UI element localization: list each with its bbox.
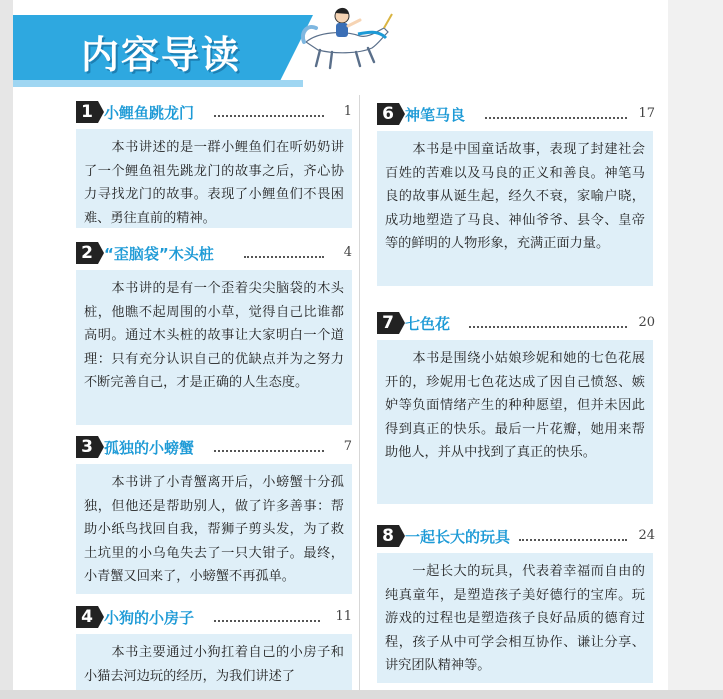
- entry-title[interactable]: 神笔马良: [405, 106, 466, 124]
- entry-summary: 本书是围绕小姑娘珍妮和她的七色花展开的，珍妮用七色花达成了因自己愤怒、嫉妒等负面情绪产生的种种愿望，但并未因此得到真正的快乐。最后一片花瓣，她用来帮助他人，并从中找到了真正的快乐。: [377, 340, 653, 504]
- dot-leader: [519, 525, 627, 541]
- toc-entry-2[interactable]: [76, 242, 352, 390]
- entry-title[interactable]: 七色花: [405, 315, 451, 333]
- document-page: [13, 0, 668, 690]
- dot-leader: [485, 103, 627, 119]
- dot-leader: [214, 606, 320, 622]
- toc-entry-7[interactable]: [377, 312, 655, 460]
- entry-number: 8: [377, 525, 399, 547]
- entry-page-number: 7: [343, 439, 352, 454]
- entry-title[interactable]: 小鲤鱼跳龙门: [104, 104, 195, 122]
- entry-title[interactable]: “歪脑袋”木头桩: [104, 245, 214, 263]
- entry-summary: 本书讲的是有一个歪着尖尖脑袋的木头桩，他瞧不起周围的小草，觉得自己比谁都高明。通过木头桩的故事让大家明白一个道理：只有充分认识自己的优缺点并为之努力不断完善自己，才是正确的人生态度。: [76, 270, 352, 425]
- entry-title[interactable]: 孤独的小螃蟹: [104, 439, 195, 457]
- dot-leader: [214, 436, 324, 452]
- viewer-scroll-gutter[interactable]: [668, 0, 723, 699]
- dot-leader: [214, 101, 324, 117]
- entry-number: 1: [76, 101, 98, 123]
- column-divider: [359, 95, 360, 690]
- entry-page-number: 20: [638, 315, 655, 330]
- entry-page-number: 24: [638, 528, 655, 543]
- page-title: 内容导读: [81, 33, 242, 77]
- entry-page-number: 11: [335, 609, 352, 624]
- entry-summary: 一起长大的玩具，代表着幸福而自由的纯真童年，是塑造孩子美好德行的宝库。玩游戏的过程也是塑造孩子良好品质的德育过程，孩子从中可学会相互协作、谦让分享、讲究团队精神等。: [377, 553, 653, 683]
- entry-number: 6: [377, 103, 399, 125]
- entry-number: 4: [76, 606, 98, 628]
- toc-entry-6[interactable]: [377, 103, 655, 251]
- entry-number: 3: [76, 436, 98, 458]
- toc-entry-8[interactable]: [377, 525, 655, 673]
- entry-page-number: 17: [638, 106, 655, 121]
- toc-entry-3[interactable]: [76, 436, 352, 584]
- entry-summary: 本书讲了小青蟹离开后，小螃蟹十分孤独，但他还是帮助别人，做了许多善事：帮助小纸鸟找回自我，帮狮子剪头发，为了救土坑里的小乌龟失去了一只大钳子。最终，小青蟹又回来了，小螃蟹不再孤单。: [76, 464, 352, 594]
- entry-title[interactable]: 小狗的小房子: [104, 609, 195, 627]
- entry-summary: 本书主要通过小狗扛着自己的小房子和小猫去河边玩的经历，为我们讲述了: [76, 634, 352, 690]
- entry-summary: 本书讲述的是一群小鲤鱼们在听奶奶讲了一个鲤鱼祖先跳龙门的故事之后，齐心协力寻找龙门的故事。表现了小鲤鱼们不畏困难、勇往直前的精神。: [76, 129, 352, 228]
- entry-page-number: 4: [343, 245, 352, 260]
- toc-entry-4[interactable]: [76, 606, 352, 684]
- dot-leader: [244, 242, 324, 258]
- entry-number: 2: [76, 242, 98, 264]
- toc-entry-1[interactable]: [76, 101, 352, 226]
- header-banner-band: [13, 80, 303, 87]
- entry-number: 7: [377, 312, 399, 334]
- boy-on-unicorn-illustration: [298, 2, 393, 72]
- entry-title[interactable]: 一起长大的玩具: [405, 528, 511, 546]
- dot-leader: [469, 312, 627, 328]
- entry-page-number: 1: [343, 104, 352, 119]
- viewer-bottom-bar: [0, 690, 723, 699]
- entry-summary: 本书是中国童话故事，表现了封建社会百姓的苦难以及马良的正义和善良。神笔马良的故事从诞生起，经久不衰，家喻户晓，成功地塑造了马良、神仙爷爷、县令、皇帝等的鲜明的人物形象，充满正面力量。: [377, 131, 653, 286]
